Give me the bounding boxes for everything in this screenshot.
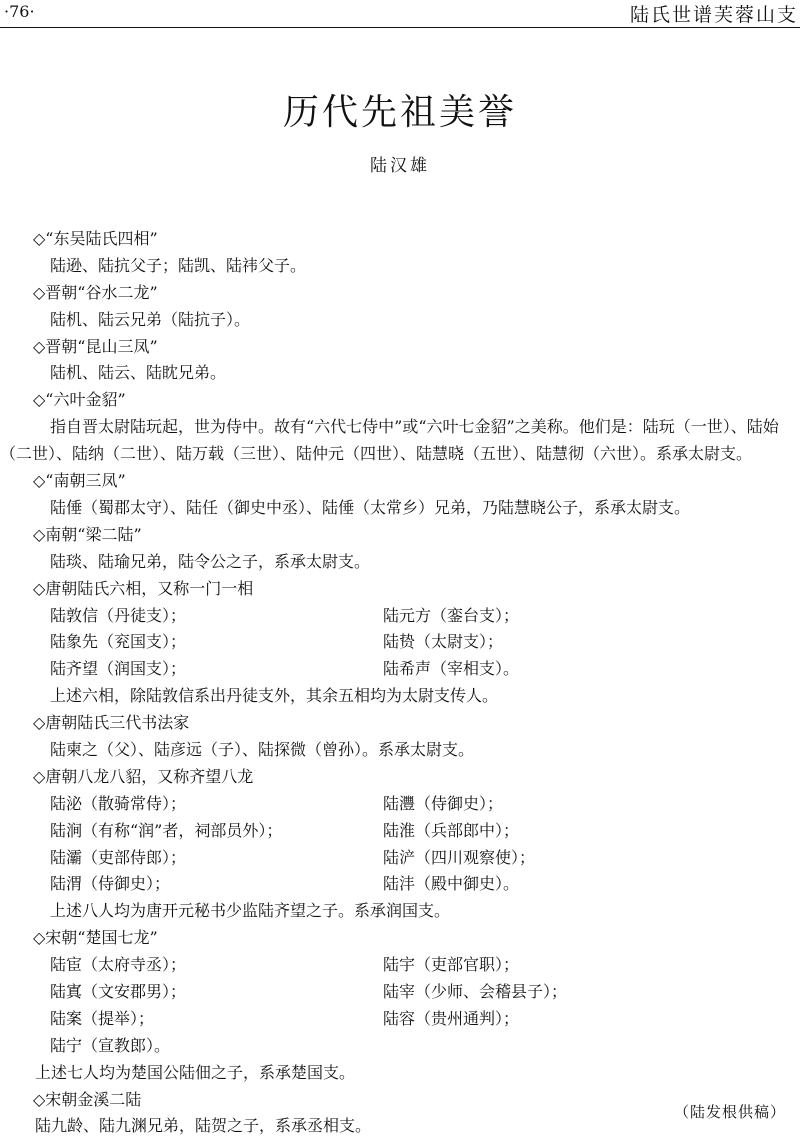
page-number: ·76· — [4, 2, 35, 21]
section-heading: ◇“南朝三凤” — [33, 471, 126, 491]
name-entry: 陆寘（文安郡男）； — [50, 981, 187, 1001]
name-pair-row — [0, 791, 800, 818]
name-entry: 陆宇（吏部官职）； — [383, 955, 520, 975]
article-title: 历代先祖美誉 — [282, 92, 517, 133]
section-heading: ◇唐朝陆氏六相，又称一门一相 — [33, 578, 254, 598]
article-author: 陆汉雄 — [370, 156, 430, 176]
name-pair-row — [0, 656, 800, 683]
contributor-credit: （陆发根供稿） — [673, 1103, 786, 1121]
name-entry: 陆灞（吏部侍郎）； — [50, 847, 187, 867]
name-entry: 陆案（提举）； — [50, 1008, 155, 1028]
name-entry: 陆元方（銮台支）； — [383, 605, 520, 625]
body-line: 陆九龄、陆九渊兄弟，陆贺之子，系承丞相支。 — [35, 1116, 372, 1136]
name-entry: 陆灃（侍御史）； — [383, 793, 504, 813]
name-pair-row — [0, 845, 800, 872]
name-entry: 陆宰（少师、会稽县子）； — [383, 981, 568, 1001]
body-line: 陆机、陆云兄弟（陆抗子）。 — [50, 309, 251, 329]
name-entry: 陆渭（侍御史）； — [50, 874, 171, 894]
body-paragraph — [0, 414, 800, 468]
body-line: 上述六相，除陆敦信系出丹徒支外，其余五相均为太尉支传人。 — [50, 686, 499, 706]
name-pair-row — [0, 979, 800, 1006]
name-entry: 陆浐（四川观察使）； — [383, 847, 536, 867]
body-line: 陆逊、陆抗父子；陆凯、陆祎父子。 — [50, 255, 307, 275]
name-entry: 陆希声（宰相支）。 — [383, 659, 520, 679]
body-line: 陆宁（宣教郎）。 — [50, 1035, 171, 1055]
name-entry: 陆宦（太府寺丞）； — [50, 955, 187, 975]
name-entry: 陆容（贵州通判）； — [383, 1008, 520, 1028]
section-heading: ◇晋朝“昆山三凤” — [33, 336, 158, 356]
name-entry: 陆泌（散骑常侍）； — [50, 793, 187, 813]
section-heading: ◇“六叶金貂” — [33, 390, 126, 410]
name-pair-row — [0, 818, 800, 845]
body-line: 陆机、陆云、陆眈兄弟。 — [50, 363, 227, 383]
name-entry: 陆涧（有称“润”者，祠部员外）； — [50, 820, 283, 840]
name-entry: 陆齐望（润国支）； — [50, 659, 187, 679]
section-heading: ◇宋朝“楚国七龙” — [33, 928, 158, 948]
running-title: 陆氏世谱芙蓉山支 — [629, 4, 798, 26]
section-heading: ◇唐朝八龙八貂，又称齐望八龙 — [33, 766, 254, 786]
body-paragraph-text: 指自晋太尉陆玩起，世为侍中。故有“六代七侍中”或“六叶七金貂”之美称。他们是：陆玩（一世）、陆始（二世）、陆纳（二世）、陆万载（三世）、陆仲元（四世）、陆慧晓（五世）、陆慧彻（六世）。系承太尉支。 — [0, 417, 779, 464]
section-heading: ◇南朝“梁二陆” — [33, 524, 142, 544]
header-rule — [0, 27, 800, 28]
name-pair-row — [0, 629, 800, 656]
section-heading: ◇晋朝“谷水二龙” — [33, 282, 158, 302]
name-entry: 陆沣（殿中御史）。 — [383, 874, 520, 894]
name-entry: 陆敦信（丹徒支）； — [50, 605, 187, 625]
name-entry: 陆象先（兖国支）； — [50, 632, 187, 652]
body-line: 陆柬之（父）、陆彦远（子）、陆探微（曾孙）。系承太尉支。 — [50, 739, 475, 759]
name-pair-row — [0, 1006, 800, 1033]
body-line: 陆倕（蜀郡太守）、陆任（御史中丞）、陆倕（太常乡）兄弟，乃陆慧晓公子，系承太尉支。 — [50, 497, 691, 517]
name-pair-row — [0, 603, 800, 630]
name-pair-row — [0, 952, 800, 979]
name-pair-row — [0, 871, 800, 898]
name-entry: 陆贽（太尉支）； — [383, 632, 504, 652]
body-line: 上述七人均为楚国公陆佃之子，系承楚国支。 — [35, 1062, 356, 1082]
page-header — [0, 0, 800, 30]
name-entry: 陆淮（兵部郎中）； — [383, 820, 520, 840]
section-heading: ◇宋朝金溪二陆 — [33, 1089, 142, 1109]
article-body — [0, 226, 800, 1140]
body-line: 上述八人均为唐开元秘书少监陆齐望之子。系承润国支。 — [50, 901, 451, 921]
body-line: 陆琰、陆瑜兄弟，陆令公之子，系承太尉支。 — [50, 551, 371, 571]
section-heading: ◇“东吴陆氏四相” — [33, 229, 158, 248]
section-heading: ◇唐朝陆氏三代书法家 — [33, 713, 190, 733]
